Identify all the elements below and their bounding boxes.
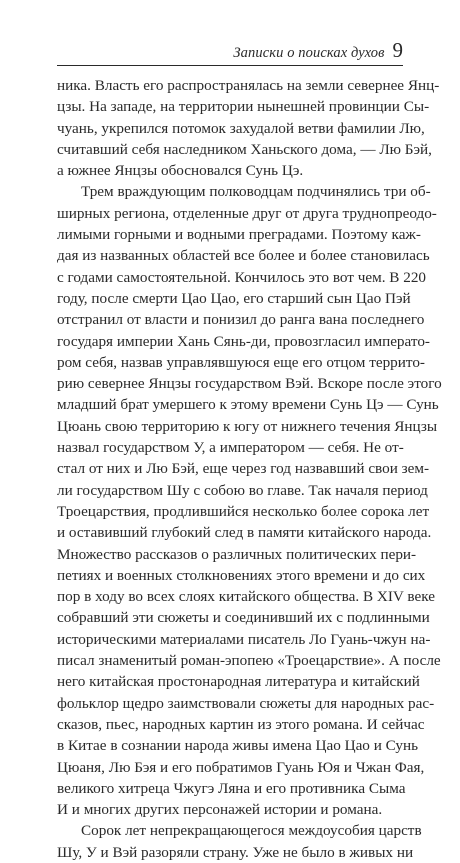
text-line: назвал государством У, а императором — себя. Не от- [57, 439, 404, 457]
text-line: пор в ходу во всех слоях китайского общества. В XIV веке [57, 588, 435, 606]
text-line: Сорок лет непрекращающегося междоусобия царств [81, 822, 422, 840]
text-line: фольклор щедро заимствовали сюжеты для народных рас- [57, 694, 435, 712]
body-text [57, 75, 442, 863]
text-line: Цюань свою территорию к югу от нижнего течения Янцзы [57, 417, 438, 435]
running-head [233, 40, 403, 62]
text-line: сказов, пьес, народных картин из этого романа. И сейчас [57, 715, 425, 733]
text-line: собравший эти сюжеты и соединивший их с подлинными [57, 609, 430, 627]
running-title: Записки о поисках духов [233, 45, 385, 61]
text-line: в Китае в сознании народа живы имена Цао Цао и Сунь [57, 737, 419, 755]
text-line: считавший себя наследником Ханьского дома, — Лю Бэй, [57, 140, 432, 158]
text-line: а южнее Янцзы обосновался Сунь Цэ. [57, 162, 304, 180]
text-line: отстранил от власти и понизил до ранга вана последнего [57, 311, 425, 329]
text-line: ром себя, назвав управлявшуюся еще его отцом террито- [57, 353, 425, 371]
text-line: ли государством Шу с собою во главе. Так началя период [57, 481, 428, 499]
text-line: Трем враждующим полководцам подчинялись три об- [81, 183, 431, 201]
text-line: Троецарствия, продлившийся несколько более сорока лет [57, 502, 430, 520]
text-line: цзы. На западе, на территории нынешней провинции Сы- [57, 98, 430, 116]
text-line: дая из названных областей все более и более становилась [57, 247, 430, 265]
text-line: Шу, У и Вэй разоряли страну. Уже не было в живых ни [57, 843, 414, 861]
text-line: него китайская простонародная литература и китайский [57, 673, 420, 691]
text-line: государя империи Хань Сянь-ди, провозгласил императо- [57, 332, 430, 350]
text-line: чуань, укрепился потомок захудалой ветви фамилии Лю, [57, 119, 425, 137]
text-line: младший брат умершего к этому времени Сунь Цэ — Сунь [57, 396, 439, 414]
text-line: лимыми горными и водными преградами. Поэтому каж- [57, 226, 421, 244]
header-rule [57, 65, 403, 66]
text-line: ника. Власть его распространялась на земли севернее Янц- [57, 77, 440, 94]
page-number: 9 [392, 38, 403, 62]
text-line: рию севернее Янцзы государством Вэй. Вскоре после этого [57, 375, 442, 393]
text-line: историческими материалами писатель Ло Гуань-чжун на- [57, 630, 431, 648]
text-line: петиях и военных столкновениях этого времени и до сих [57, 566, 426, 584]
text-line: с годами самостоятельной. Кончилось это вот чем. В 220 [57, 268, 426, 286]
text-line: стал от них и Лю Бэй, еще через год назвавший свои зем- [57, 460, 430, 478]
text-line: писал знаменитый роман-эпопею «Троецарствие». А после [57, 652, 441, 670]
text-line: Множество рассказов о различных политических пери- [57, 545, 417, 563]
text-line: И и многих других персонажей истории и романа. [57, 801, 383, 819]
text-line: году, после смерти Цао Цао, его старший сын Цао Пэй [57, 289, 411, 307]
text-line: великого хитреца Чжугэ Ляна и его противника Сыма [57, 779, 406, 797]
text-line: ширных региона, отделенные друг от друга труднопреодо- [57, 204, 437, 222]
text-line: Цюаня, Лю Бэя и его побратимов Гуань Юя и Чжан Фая, [57, 758, 425, 776]
text-line: и оставивший глубокий след в памяти китайского народа. [57, 524, 432, 542]
